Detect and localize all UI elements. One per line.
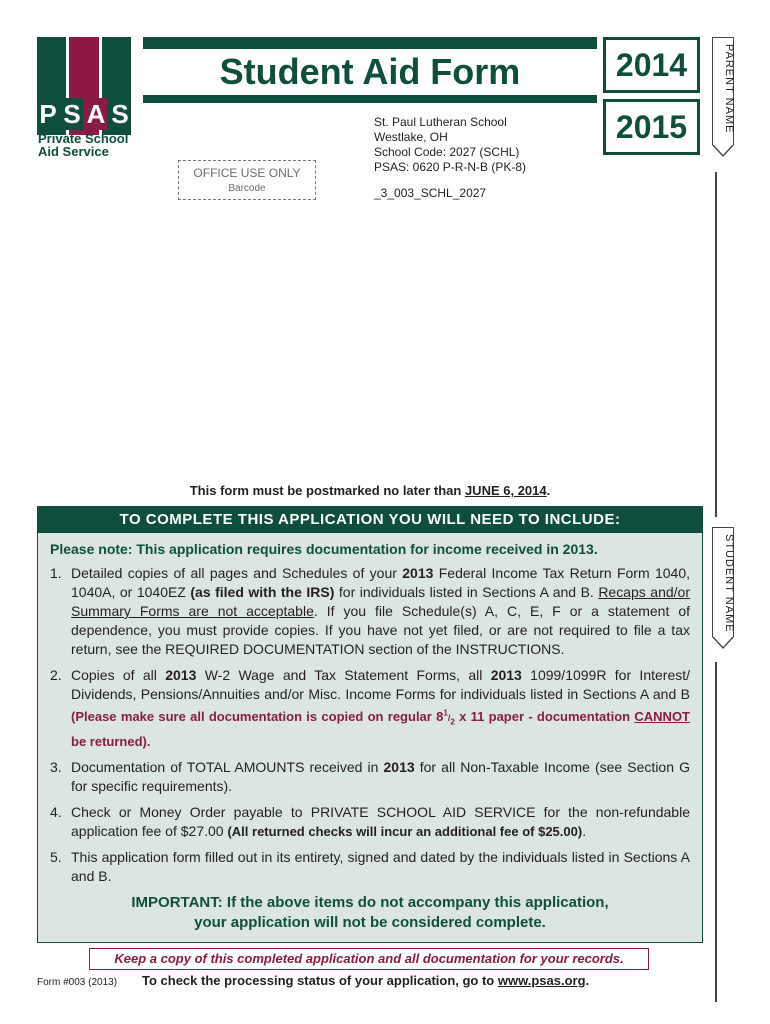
- item-text: for individuals listed in Sections A and B.: [334, 584, 599, 600]
- office-use-label: OFFICE USE ONLY: [193, 166, 301, 180]
- postmark-prefix: This form must be postmarked no later than: [189, 483, 465, 498]
- school-city: Westlake, OH: [374, 130, 448, 144]
- warning-cannot: CANNOT: [634, 709, 690, 725]
- school-barcode-text: _3_003_SCHL_2027: [374, 186, 487, 200]
- year-end: 2015: [603, 99, 700, 155]
- status-link[interactable]: www.psas.org: [497, 973, 586, 988]
- form-number: Form #003 (2013): [37, 977, 118, 988]
- list-item: [50, 758, 690, 796]
- list-item: [50, 666, 690, 751]
- item-year: 2013: [383, 758, 415, 775]
- fraction-slash: /: [447, 713, 451, 724]
- side-divider-line: [715, 172, 717, 517]
- fraction-numerator: 1: [443, 709, 448, 718]
- school-info: [374, 115, 526, 175]
- fraction-denominator: 2: [450, 717, 455, 727]
- item-text: Detailed copies of all pages and Schedules of your: [71, 565, 403, 581]
- logo-subtitle: [38, 132, 128, 158]
- logo-letters: [37, 98, 131, 130]
- item-text: Check or Money Order payable to PRIVATE SCHOOL AID SERVICE for the non-refundable application fee of $27.00: [71, 803, 690, 839]
- item-text: for all Non-Taxable Income (see Section G for specific requirements).: [71, 758, 690, 794]
- requirements-list: [50, 564, 690, 886]
- include-panel: [37, 533, 703, 943]
- parent-name-tab: [712, 37, 734, 145]
- tab-arrow-inner: [713, 144, 733, 155]
- status-prefix: To check the processing status of your application, go to: [142, 973, 498, 988]
- list-item: [50, 564, 690, 659]
- logo-letter: A: [86, 99, 106, 129]
- list-item: [50, 848, 690, 886]
- title-bar-bottom: [143, 95, 597, 103]
- item-number: 3.: [50, 758, 62, 775]
- office-use-box: [178, 160, 316, 200]
- include-note: Please note: This application requires documentation for income received in 2013.: [50, 541, 598, 557]
- status-check: [142, 973, 589, 988]
- barcode-label: Barcode: [228, 183, 266, 194]
- item-number: 1.: [50, 565, 62, 581]
- item-warning: [71, 709, 690, 749]
- form-title: Student Aid Form: [219, 51, 521, 92]
- warning-text: x 11 paper - documentation: [454, 709, 635, 725]
- postmark-date: JUNE 6, 2014: [464, 483, 547, 498]
- item-text: . If you file Schedule(s) A, C, E, F or a statement of dependence, you must provide copies. If you have not yet filed, or are not required to file a tax return, see the REQUIRED DOCUMENTATION section of the INSTRUCTIONS.: [71, 603, 691, 657]
- warning-text: (Please make sure all documentation is copied on regular 8: [71, 709, 444, 725]
- item-text: Federal Income Tax Return Form 1040, 1040A, or 1040EZ: [71, 565, 690, 600]
- student-name-tab: [712, 527, 734, 637]
- item-text: This application form filled out in its entirety, signed and dated by the individuals listed in Sections A and B.: [71, 848, 690, 884]
- logo-line2: Aid Service: [38, 144, 109, 159]
- include-header: TO COMPLETE THIS APPLICATION YOU WILL NEED TO INCLUDE:: [37, 506, 703, 533]
- item-number: 2.: [50, 667, 62, 683]
- school-psas: PSAS: 0620 P-R-N-B (PK-8): [374, 160, 527, 174]
- item-emphasis: (All returned checks will incur an additional fee of $25.00): [227, 823, 583, 839]
- status-suffix: .: [585, 973, 590, 988]
- item-text: .: [582, 822, 587, 839]
- year-start: 2014: [603, 37, 700, 93]
- warning-text: be returned).: [71, 733, 151, 749]
- student-name-label: STUDENT NAME: [723, 534, 735, 633]
- school-name: St. Paul Lutheran School: [374, 115, 507, 129]
- important-line2: your application will not be considered complete.: [194, 913, 546, 931]
- logo-letter: S: [109, 98, 131, 130]
- tab-arrow-inner: [713, 636, 733, 647]
- logo-letter: P: [37, 98, 59, 130]
- keep-copy-notice: Keep a copy of this completed application and all documentation for your records.: [89, 948, 649, 970]
- item-year: 2013: [490, 667, 522, 683]
- postmark-deadline: [0, 483, 740, 498]
- list-item: [50, 803, 690, 841]
- item-year: 2013: [402, 565, 434, 581]
- postmark-suffix: .: [546, 483, 551, 498]
- item-year: 2013: [165, 667, 197, 683]
- title-bar-top: [143, 37, 597, 49]
- parent-name-label: PARENT NAME: [723, 44, 735, 134]
- logo-letter: S: [61, 98, 83, 130]
- item-text: Copies of all: [71, 667, 166, 683]
- item-number: 4.: [50, 803, 62, 820]
- item-text: 1099/1099R for Interest/ Dividends, Pensions/Annuities and/or Misc. Income Forms for individuals listed in Sections A and B: [71, 667, 691, 702]
- item-emphasis: (as filed with the IRS): [190, 584, 335, 600]
- important-notice: [50, 893, 690, 933]
- school-code: School Code: 2027 (SCHL): [374, 145, 520, 159]
- item-underline: Recaps and/or Summary Forms are not acceptable: [71, 584, 690, 619]
- logo-line1: Private School: [38, 131, 129, 146]
- item-text: W-2 Wage and Tax Statement Forms, all: [196, 667, 491, 683]
- side-divider-line: [715, 662, 717, 1002]
- item-number: 5.: [50, 848, 62, 865]
- important-line1: IMPORTANT: If the above items do not accompany this application,: [131, 893, 609, 911]
- item-text: Documentation of TOTAL AMOUNTS received in: [71, 758, 384, 775]
